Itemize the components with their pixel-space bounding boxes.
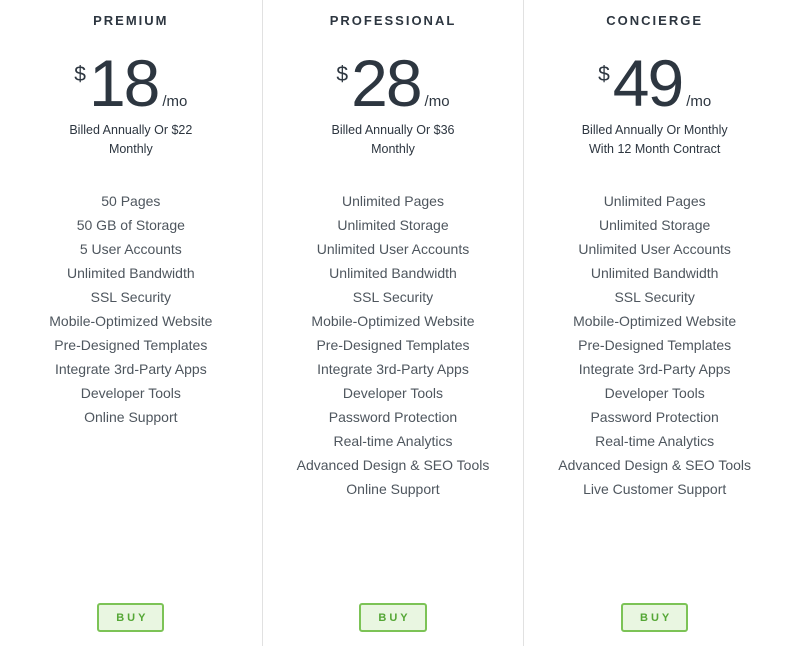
billing-line-1: Billed Annually Or $22 <box>69 123 193 137</box>
feature-item: Real-time Analytics <box>333 433 453 449</box>
feature-item: Integrate 3rd-Party Apps <box>317 361 469 377</box>
feature-item: Unlimited User Accounts <box>316 241 470 257</box>
feature-item: SSL Security <box>352 289 434 305</box>
plan-title: CONCIERGE <box>606 13 704 28</box>
feature-item: Unlimited User Accounts <box>578 241 731 257</box>
plan-column-concierge <box>523 0 785 646</box>
feature-item: Unlimited Bandwidth <box>67 265 195 281</box>
feature-item: Real-time Analytics <box>595 433 715 449</box>
feature-item: Pre-Designed Templates <box>316 337 470 353</box>
price-period: /mo <box>162 93 188 110</box>
feature-item: Developer Tools <box>342 385 444 401</box>
price-block <box>598 46 712 120</box>
feature-list <box>297 189 490 501</box>
billing-line-2: Monthly <box>371 142 415 156</box>
billing-line-1: Billed Annually Or Monthly <box>581 123 728 137</box>
feature-item: Unlimited Bandwidth <box>590 265 719 281</box>
buy-button-concierge[interactable]: BUY <box>621 603 688 632</box>
price-amount: 49 <box>612 46 683 120</box>
price-block <box>74 46 188 120</box>
feature-item: Live Customer Support <box>583 481 727 497</box>
feature-item: Mobile-Optimized Website <box>573 313 737 329</box>
plan-column-professional <box>262 0 524 646</box>
feature-item: Developer Tools <box>80 385 181 401</box>
price-amount: 28 <box>351 46 421 120</box>
plan-column-premium <box>0 0 262 646</box>
feature-item: Mobile-Optimized Website <box>49 313 213 329</box>
price-amount: 18 <box>88 46 159 120</box>
price-period: /mo <box>686 93 712 110</box>
currency-symbol: $ <box>598 63 610 86</box>
currency-symbol: $ <box>336 63 349 86</box>
feature-item: Password Protection <box>328 409 458 425</box>
feature-item: Unlimited Pages <box>342 193 444 209</box>
price-block <box>336 46 450 120</box>
feature-item: Pre-Designed Templates <box>54 337 208 353</box>
feature-item: Unlimited Storage <box>599 217 711 233</box>
feature-item: Unlimited Storage <box>337 217 449 233</box>
currency-symbol: $ <box>74 63 86 86</box>
feature-item: 50 Pages <box>101 193 161 209</box>
billing-note <box>582 121 728 159</box>
feature-list <box>558 189 751 501</box>
feature-item: Unlimited Bandwidth <box>329 265 457 281</box>
billing-line-2: With 12 Month Contract <box>589 142 721 156</box>
billing-note <box>331 121 454 159</box>
feature-item: 5 User Accounts <box>79 241 182 257</box>
feature-item: Pre-Designed Templates <box>578 337 732 353</box>
feature-list <box>49 189 212 429</box>
feature-item: SSL Security <box>90 289 172 305</box>
feature-item: Integrate 3rd-Party Apps <box>578 361 731 377</box>
billing-line-2: Monthly <box>108 142 153 156</box>
feature-item: Online Support <box>84 409 178 425</box>
plan-title: PREMIUM <box>93 13 169 28</box>
feature-item: Advanced Design & SEO Tools <box>296 457 490 473</box>
feature-item: Password Protection <box>590 409 719 425</box>
price-period: /mo <box>424 93 450 110</box>
billing-line-1: Billed Annually Or $36 <box>331 123 455 137</box>
feature-item: Advanced Design & SEO Tools <box>558 457 752 473</box>
feature-item: Integrate 3rd-Party Apps <box>54 361 207 377</box>
feature-item: 50 GB of Storage <box>76 217 185 233</box>
billing-note <box>69 121 192 159</box>
buy-button-premium[interactable]: BUY <box>97 603 164 632</box>
feature-item: SSL Security <box>614 289 695 305</box>
plan-title: PROFESSIONAL <box>329 13 457 28</box>
feature-item: Online Support <box>346 481 440 497</box>
buy-button-professional[interactable]: BUY <box>359 603 426 632</box>
feature-item: Developer Tools <box>604 385 705 401</box>
feature-item: Mobile-Optimized Website <box>311 313 475 329</box>
feature-item: Unlimited Pages <box>603 193 706 209</box>
